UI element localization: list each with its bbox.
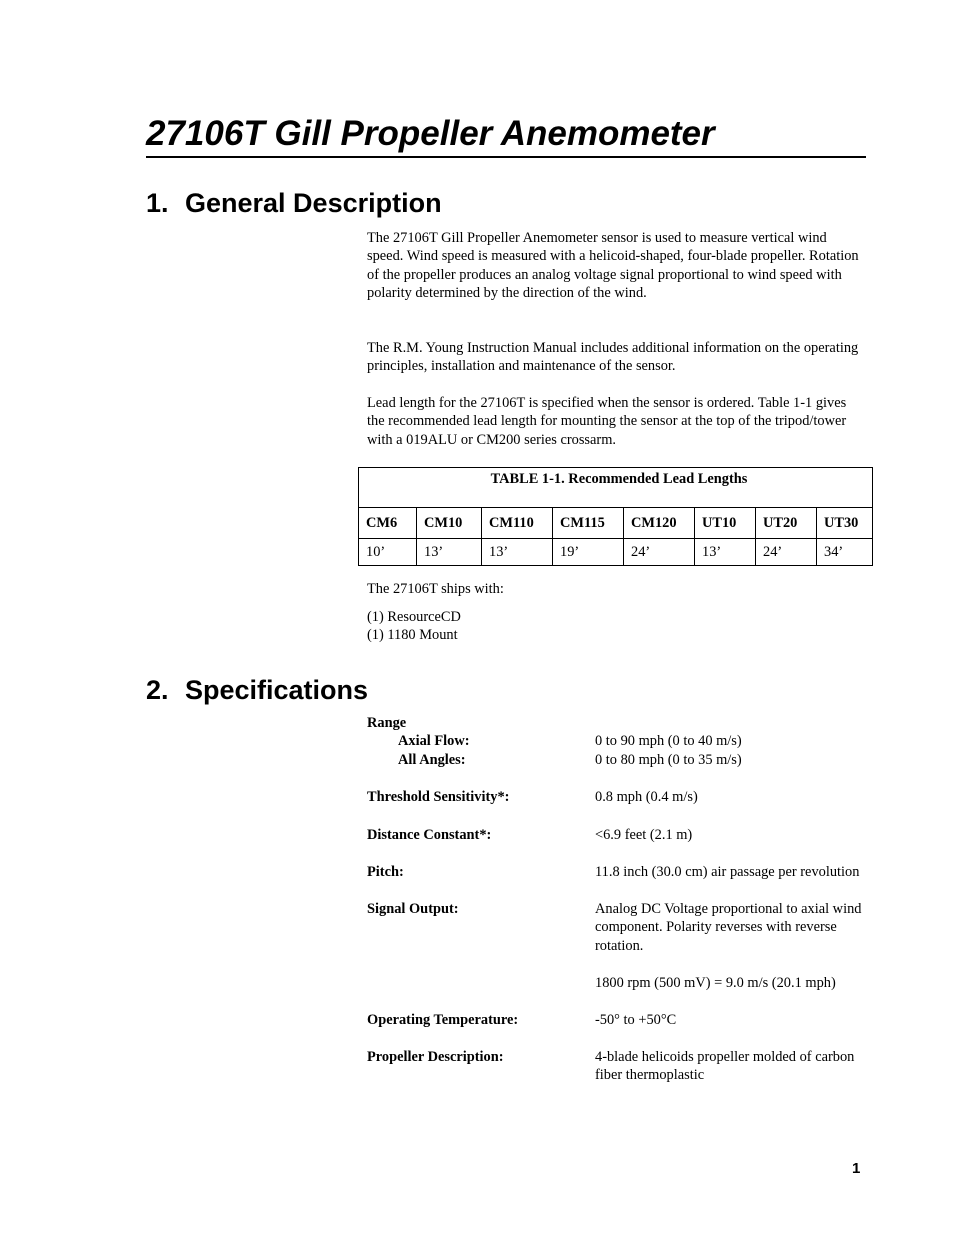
spec-label-distance-constant: Distance Constant*: [367,826,492,843]
table-row [359,539,873,566]
table-cell: 24’ [756,539,817,566]
spec-value-signal-output-rpm: 1800 rpm (500 mV) = 9.0 m/s (20.1 mph) [595,974,836,991]
lead-lengths-table [358,467,873,566]
table-cell: 10’ [359,539,417,566]
general-description-paragraph-2: The R.M. Young Instruction Manual includes additional information on the operating principles, installation and maintenance of the sensor. [367,340,859,375]
document-title: 27106T Gill Propeller Anemometer [146,112,866,158]
table-cell: 13’ [417,539,482,566]
table-cell: 19’ [553,539,624,566]
table-header-cell: CM10 [417,508,482,539]
table-caption: TABLE 1-1. Recommended Lead Lengths [359,468,873,508]
spec-label-axial-flow: Axial Flow: [398,733,470,750]
ships-with-intro: The 27106T ships with: [367,581,504,597]
section-2-number: 2. [146,675,169,705]
table-header-cell: CM115 [553,508,624,539]
spec-label-range: Range [367,715,407,731]
general-description-paragraph-1: The 27106T Gill Propeller Anemometer sensor is used to measure vertical wind speed. Wind speed is measured with a helicoid-shaped, four-blade propeller. Rotation of the propeller produces an analog voltage signal proportional to wind speed with polarity determined by the direction of the wind. [367,230,859,302]
general-description-paragraph-3: Lead length for the 27106T is specified when the sensor is ordered. Table 1-1 gives the recommended lead length for mounting the sensor at the top of the tripod/tower with a 019ALU or CM200 series crossarm. [367,395,847,448]
spec-value-axial-flow: 0 to 90 mph (0 to 40 m/s) [595,733,742,750]
section-1-title: General Description [185,188,442,218]
table-header-cell: UT10 [695,508,756,539]
table-header-cell: CM110 [482,508,553,539]
table-header-cell: CM6 [359,508,417,539]
ships-with-item: (1) 1180 Mount [367,627,458,643]
spec-label-threshold: Threshold Sensitivity*: [367,788,510,805]
specifications-list [367,714,867,1084]
spec-value-distance-constant: <6.9 feet (2.1 m) [595,826,693,843]
table-header-cell: UT30 [817,508,873,539]
ships-with-item: (1) ResourceCD [367,609,461,625]
spec-value-operating-temperature: -50° to +50°C [595,1011,677,1028]
spec-value-threshold: 0.8 mph (0.4 m/s) [595,788,698,805]
page-number: 1 [852,1160,861,1177]
table-header-cell: UT20 [756,508,817,539]
section-2-heading [146,674,368,706]
table-cell: 13’ [482,539,553,566]
table-cell: 34’ [817,539,873,566]
spec-label-propeller-description: Propeller Description: [367,1048,504,1065]
spec-value-signal-output: Analog DC Voltage proportional to axial wind component. Polarity reverses with reverse rotation. [595,900,862,954]
spec-label-all-angles: All Angles: [398,751,466,768]
section-1-number: 1. [146,188,169,218]
section-2-title: Specifications [185,675,369,705]
spec-label-signal-output: Signal Output: [367,900,459,917]
table-cell: 24’ [624,539,695,566]
table-header-row [359,508,873,539]
spec-value-pitch: 11.8 inch (30.0 cm) air passage per revolution [595,863,860,880]
section-1-heading [146,187,442,219]
spec-label-operating-temperature: Operating Temperature: [367,1011,519,1028]
spec-label-pitch: Pitch: [367,863,404,880]
table-header-cell: CM120 [624,508,695,539]
table-cell: 13’ [695,539,756,566]
spec-value-all-angles: 0 to 80 mph (0 to 35 m/s) [595,751,742,768]
spec-value-propeller-description: 4-blade helicoids propeller molded of carbon fiber thermoplastic [595,1048,855,1083]
